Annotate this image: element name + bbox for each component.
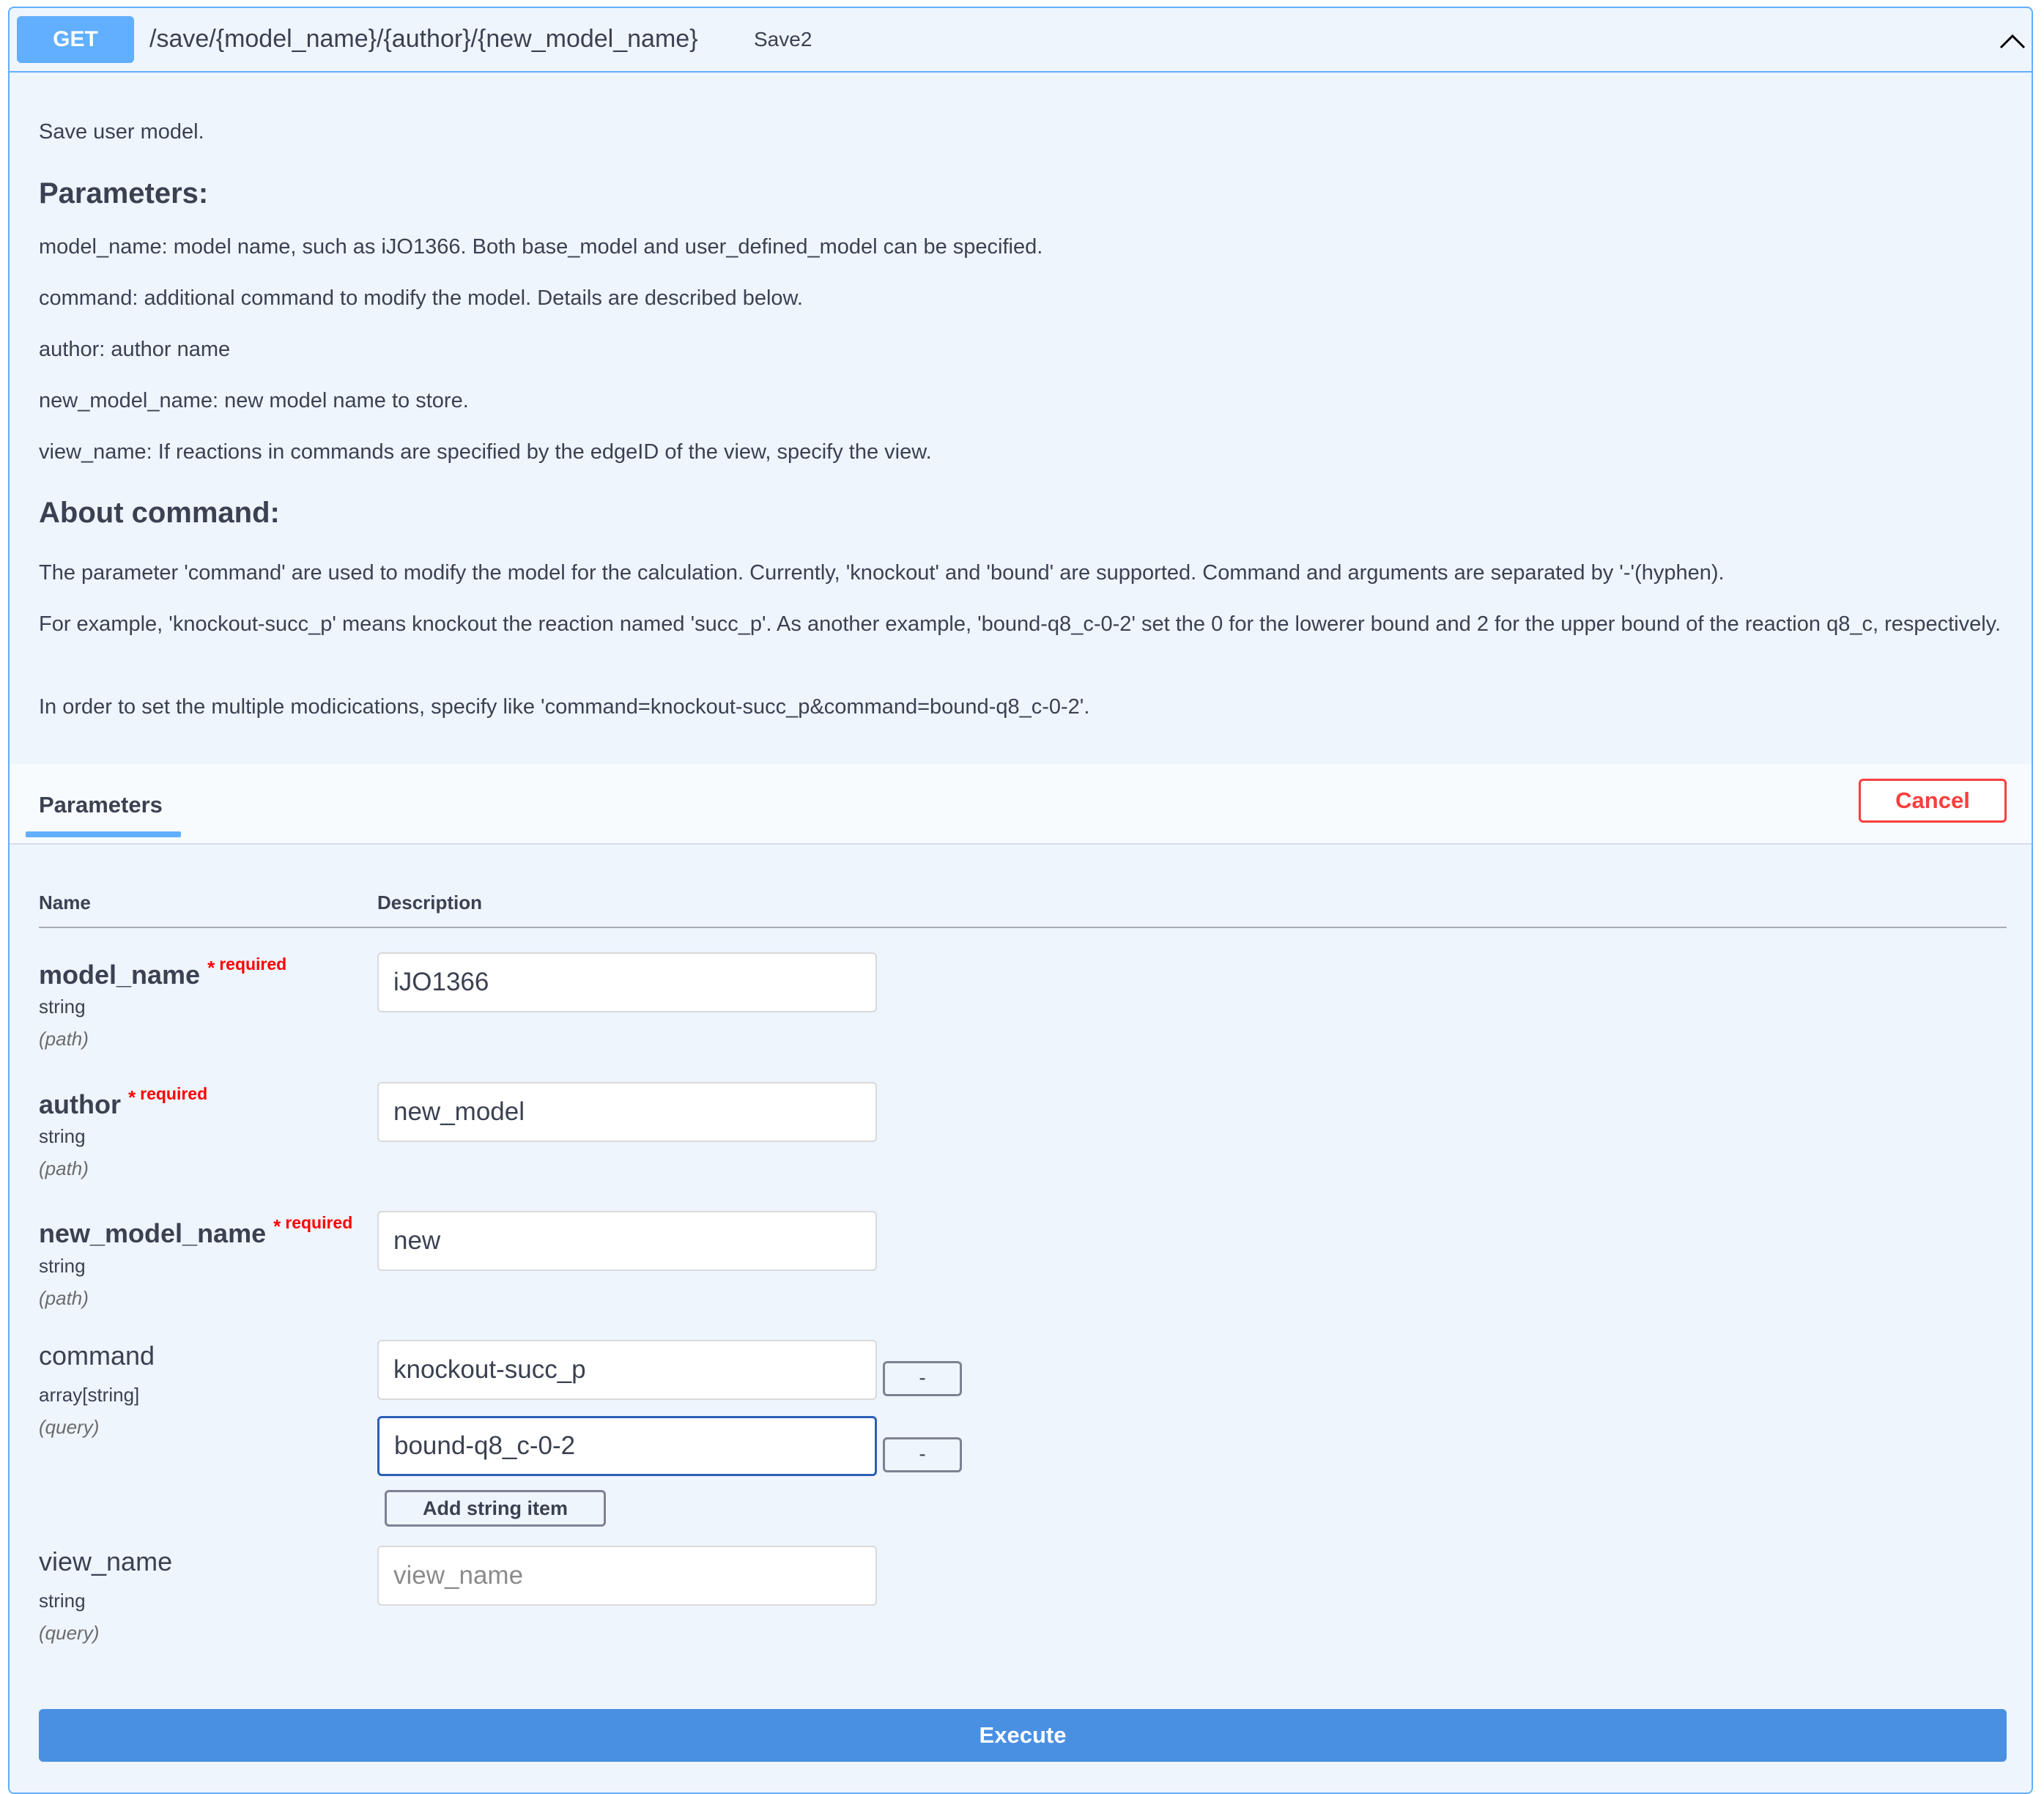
model-name-input[interactable]: [377, 952, 877, 1012]
param-location: (path): [39, 1157, 89, 1179]
param-line-model-name: model_name: model name, such as iJO1366. Both base_model and user_defined_model can be specified.: [39, 235, 1043, 259]
execute-button[interactable]: Execute: [39, 1709, 2007, 1762]
required-label: required: [140, 1084, 208, 1103]
column-header-name: Name: [39, 892, 91, 913]
tab-parameters[interactable]: Parameters: [39, 792, 163, 818]
param-line-author: author: author name: [39, 338, 231, 361]
method-badge: GET: [17, 16, 134, 63]
required-star: *: [273, 1215, 281, 1237]
param-name-command: command: [39, 1341, 155, 1371]
parameters-table-header: [39, 886, 2007, 928]
about-line-1: The parameter 'command' are used to modify the model for the calculation. Currently, 'knockout' and 'bound' are supported. Command and arguments are separated by '-'(hyphen).: [39, 561, 1725, 585]
param-location: (query): [39, 1416, 100, 1438]
parameters-section-header: [10, 764, 2032, 845]
required-label: required: [285, 1213, 353, 1232]
required-label: required: [219, 955, 287, 974]
operation-block: [8, 7, 2033, 1794]
param-line-command: command: additional command to modify the model. Details are described below.: [39, 286, 803, 310]
param-type: string: [39, 1590, 86, 1612]
tab-active-indicator: [26, 831, 181, 837]
operation-summary-text: Save2: [754, 28, 812, 51]
cancel-button[interactable]: Cancel: [1859, 779, 2007, 823]
command-item-input[interactable]: [377, 1340, 877, 1400]
endpoint-path: /save/{model_name}/{author}/{new_model_name}: [149, 25, 698, 53]
param-name-author: author * $^{required}$: [39, 1084, 208, 1119]
command-item-input[interactable]: [377, 1416, 877, 1476]
param-location: (path): [39, 1287, 89, 1309]
chevron-up-icon[interactable]: [1998, 27, 2027, 53]
column-header-description: Description: [377, 892, 483, 913]
author-input[interactable]: [377, 1082, 877, 1142]
remove-item-button[interactable]: -: [883, 1361, 962, 1396]
operation-summary[interactable]: [10, 8, 2032, 73]
param-location: (path): [39, 1028, 89, 1050]
required-star: *: [207, 957, 215, 979]
description-intro: Save user model.: [39, 120, 204, 144]
new-model-name-input[interactable]: [377, 1211, 877, 1271]
parameters-heading: Parameters:: [39, 177, 209, 210]
param-name-view-name: view_name: [39, 1546, 173, 1576]
param-location: (query): [39, 1622, 100, 1644]
param-name-model-name: model_name * $^{required}$: [39, 955, 287, 990]
about-command-heading: About command:: [39, 497, 280, 529]
about-line-3: In order to set the multiple modicications, specify like 'command=knockout-succ_p&command=bound-q8_c-0-2'.: [39, 695, 1090, 719]
required-star: *: [128, 1086, 136, 1108]
param-line-new-model-name: new_model_name: new model name to store.: [39, 389, 469, 412]
param-type: array[string]: [39, 1384, 140, 1406]
param-line-view-name: view_name: If reactions in commands are specified by the edgeID of the view, specify the view.: [39, 440, 932, 464]
param-type: string: [39, 1255, 86, 1277]
remove-item-button[interactable]: -: [883, 1437, 962, 1472]
param-type: string: [39, 996, 86, 1018]
param-name-new-model-name: new_model_name * $^{required}$: [39, 1213, 353, 1248]
view-name-input[interactable]: [377, 1546, 877, 1606]
add-string-item-button[interactable]: Add string item: [385, 1490, 606, 1527]
about-line-2: For example, 'knockout-succ_p' means knockout the reaction named 'succ_p'. As another example, 'bound-q8_c-0-2' set the 0 for the lowerer bound and 2 for the upper bound of the reaction q8_c, respectively.: [39, 612, 2002, 636]
param-type: string: [39, 1125, 86, 1147]
